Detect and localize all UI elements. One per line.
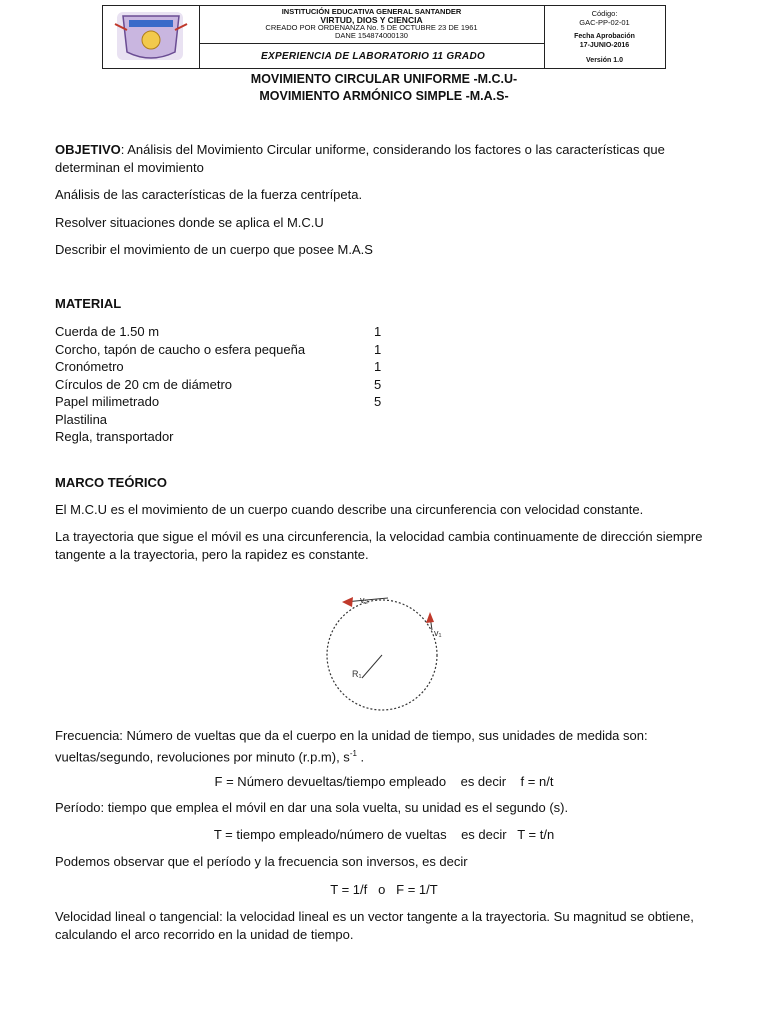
objective-item-2: Análisis de las características de la fuerza centrípeta. — [55, 187, 363, 202]
circular-motion-diagram — [320, 570, 450, 720]
mcu-definition: El M.C.U es el movimiento de un cuerpo cuando describe una circunferencia con velocidad constante. — [55, 502, 644, 517]
linear-velocity-line-1: Velocidad lineal o tangencial: la velocidad lineal es un vector tangente a la trayectoria. Su magnitud se obtiene, — [55, 909, 694, 924]
inverse-statement: Podemos observar que el período y la frecuencia son inversos, es decir — [55, 854, 468, 869]
frequency-units: vueltas/segundo, revoluciones por minuto (r.p.m), s — [55, 749, 350, 765]
trajectory-line-1: La trayectoria que sigue el móvil es una circunferencia, la velocidad cambia continuamente de dirección siempre — [55, 529, 703, 544]
version: Versión 1.0 — [586, 57, 623, 64]
period-definition: Período: tiempo que emplea el móvil en dar una sola vuelta, su unidad es el segundo (s). — [55, 800, 569, 815]
label-v1: v₁ — [434, 628, 442, 638]
material-item: Cronómetro — [55, 359, 124, 374]
material-qty: 5 — [374, 394, 382, 409]
objective-line-2: determinan el movimiento — [55, 160, 204, 175]
document-code: GAC-PP-02-01 — [579, 18, 630, 27]
objective-item-3: Resolver situaciones donde se aplica el M.C.U — [55, 215, 324, 230]
school-logo — [103, 6, 200, 68]
institution-name: INSTITUCIÓN EDUCATIVA GENERAL SANTANDER — [281, 7, 462, 16]
title-mcu: MOVIMIENTO CIRCULAR UNIFORME -M.C.U- — [250, 72, 518, 86]
material-item: Cuerda de 1.50 m — [55, 324, 160, 339]
code-label: Código: — [591, 9, 618, 18]
frequency-exponent: -1 — [349, 749, 357, 758]
school-crest-icon — [103, 6, 199, 68]
velocity-v2-arrow-icon — [342, 597, 353, 607]
material-item: Papel milimetrado — [55, 394, 160, 409]
document-header — [102, 5, 666, 69]
objective-line-1 — [55, 141, 665, 159]
experience-cell — [199, 43, 545, 68]
objective-item-4: Describir el movimiento de un cuerpo que posee M.A.S — [55, 242, 373, 257]
approval-label: Fecha Aprobación — [574, 33, 635, 40]
material-heading: MATERIAL — [55, 296, 122, 311]
radius-line — [362, 655, 382, 678]
label-radius: R₁ — [352, 669, 362, 679]
material-qty: 1 — [374, 359, 382, 374]
label-v2: v₂ — [360, 595, 368, 605]
frequency-formula: F = Número devueltas/tiempo empleado es decir f = n/t — [214, 774, 554, 789]
frequency-line-1: Frecuencia: Número de vueltas que da el cuerpo en la unidad de tiempo, sus unidades de medida son: — [55, 728, 648, 743]
material-qty: 1 — [374, 324, 382, 339]
document-control — [544, 6, 665, 68]
material-qty: 5 — [374, 376, 382, 392]
motto: VIRTUD, DIOS Y CIENCIA — [320, 15, 423, 25]
material-item: Regla, transportador — [55, 429, 174, 444]
velocity-v1-arrow-icon — [426, 612, 434, 623]
linear-velocity-line-2: calculando el arco recorrido en la unidad de tiempo. — [55, 927, 354, 942]
material-qty: 1 — [374, 341, 382, 357]
frequency-line-2 — [55, 745, 364, 766]
trajectory-line-2: tangente a la trayectoria, pero la rapidez es constante. — [55, 547, 369, 562]
objective-label: OBJETIVO — [55, 142, 121, 157]
material-item: Plastilina — [55, 411, 108, 427]
objective-text: : Análisis del Movimiento Circular uniforme, considerando los factores o las características que — [120, 142, 665, 157]
institution-info — [199, 6, 545, 44]
inverse-formula: T = 1/f o F = 1/T — [330, 882, 438, 897]
material-item: Círculos de 20 cm de diámetro — [55, 376, 233, 392]
experience-title: EXPERIENCIA DE LABORATORIO 11 GRADO — [261, 51, 486, 62]
period-formula: T = tiempo empleado/número de vueltas es decir T = t/n — [213, 827, 555, 842]
theory-heading: MARCO TEÓRICO — [55, 475, 167, 490]
frequency-end: . — [356, 749, 365, 765]
title-mas: MOVIMIENTO ARMÓNICO SIMPLE -M.A.S- — [259, 89, 509, 103]
approval-date: 17-JUNIO-2016 — [579, 41, 630, 49]
dane-code: DANE 154874000130 — [335, 31, 408, 40]
material-item: Corcho, tapón de caucho o esfera pequeña — [55, 341, 306, 357]
ordinance: CREADO POR ORDENANZA No. 5 DE OCTUBRE 23 DE 1961 — [265, 23, 478, 32]
